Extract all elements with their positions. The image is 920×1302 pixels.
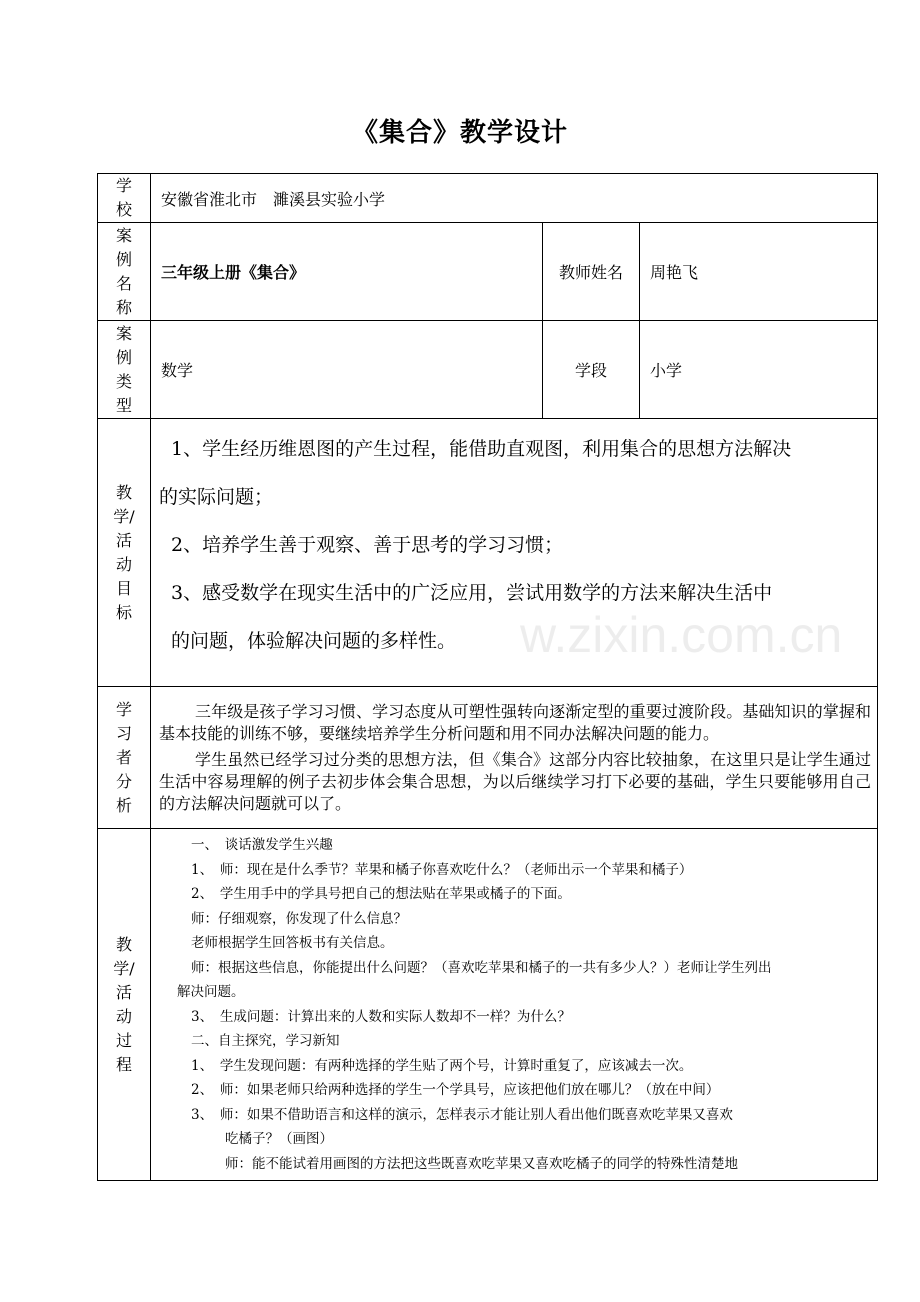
row-process [98, 829, 878, 1181]
process-line: 2、 师：如果老师只给两种选择的学生一个学具号，应该把他们放在哪儿？（放在中间） [191, 1082, 720, 1098]
teacher-value: 周艳飞 [640, 223, 878, 321]
goal-item: 的问题，体验解决问题的多样性。 [171, 630, 457, 652]
label-case-name: 案 例 名 称 [98, 223, 151, 321]
process-line: 1、 学生发现问题：有两种选择的学生贴了两个号，计算时重复了，应该减去一次。 [191, 1057, 693, 1074]
stage-value: 小学 [640, 321, 878, 419]
teacher-label: 教师姓名 [543, 223, 640, 321]
process-line: 解决问题。 [177, 984, 245, 1000]
analysis-paragraph: 三年级是孩子学习习惯、学习态度从可塑性强转向逐渐定型的重要过渡阶段。基础知识的掌握和基本技能的训练不够，要继续培养学生分析问题和用不同办法解决问题的能力。 [159, 701, 872, 743]
process-line: 师：能不能试着用画图的方法把这些既喜欢吃苹果又喜欢吃橘子的同学的特殊性清楚地 [225, 1155, 738, 1172]
label-goals: 教 学/ 活 动 目 标 [98, 419, 151, 687]
process-line: 2、 学生用手中的学具号把自己的想法贴在苹果或橘子的下面。 [191, 886, 571, 902]
process-line: 师：仔细观察，你发现了什么信息？ [191, 910, 407, 927]
process-content [151, 829, 878, 1181]
goal-item: 2、培养学生善于观察、善于思考的学习习惯； [171, 534, 564, 556]
row-analysis [98, 687, 878, 829]
stage-label: 学段 [543, 321, 640, 419]
case-name-value: 三年级上册《集合》 [151, 223, 543, 321]
label-school: 学 校 [98, 174, 151, 223]
process-line: 3、 生成问题：计算出来的人数和实际人数却不一样？为什么？ [191, 1008, 571, 1025]
process-line: 3、 师：如果不借助语言和这样的演示，怎样表示才能让别人看出他们既喜欢吃苹果又喜欢 [191, 1106, 733, 1123]
label-case-type: 案 例 类 型 [98, 321, 151, 419]
goal-item: 3、感受数学在现实生活中的广泛应用，尝试用数学的方法来解决生活中 [171, 582, 773, 604]
school-value: 安徽省淮北市 濉溪县实验小学 [151, 174, 878, 223]
label-process: 教 学/ 活 动 过 程 [98, 829, 151, 1181]
process-line: 二、自主探究，学习新知 [191, 1033, 340, 1049]
analysis-content [151, 687, 878, 829]
process-line: 老师根据学生回答板书有关信息。 [191, 935, 394, 951]
row-case-type [98, 321, 878, 419]
row-goals [98, 419, 878, 687]
process-line: 一、 谈话激发学生兴趣 [191, 837, 333, 853]
process-line: 师：根据这些信息，你能提出什么问题？（喜欢吃苹果和橘子的一共有多少人？）老师让学生列出 [191, 959, 772, 976]
process-line: 吃橘子？（画图） [225, 1131, 333, 1147]
analysis-paragraph: 学生虽然已经学习过分类的思想方法，但《集合》这部分内容比较抽象，在这里只是让学生通过生活中容易理解的例子去初步体会集合思想，为以后继续学习打下必要的基础，学生只要能够用自己的方法解决问题就可以了。 [159, 749, 872, 813]
row-school [98, 174, 878, 223]
goal-item: 1、学生经历维恩图的产生过程，能借助直观图，利用集合的思想方法解决 [171, 438, 792, 460]
goals-content [151, 419, 878, 687]
row-case-name [98, 223, 878, 321]
label-analysis: 学 习 者 分 析 [98, 687, 151, 829]
case-type-value: 数学 [151, 321, 543, 419]
process-line: 1、 师：现在是什么季节？苹果和橘子你喜欢吃什么？（老师出示一个苹果和橘子） [191, 861, 693, 878]
document-title: 《集合》教学设计 [351, 118, 568, 148]
watermark: w.zixin.com.cn [520, 607, 843, 663]
goal-item: 的实际问题； [159, 486, 274, 508]
lesson-plan-table [97, 173, 878, 1181]
